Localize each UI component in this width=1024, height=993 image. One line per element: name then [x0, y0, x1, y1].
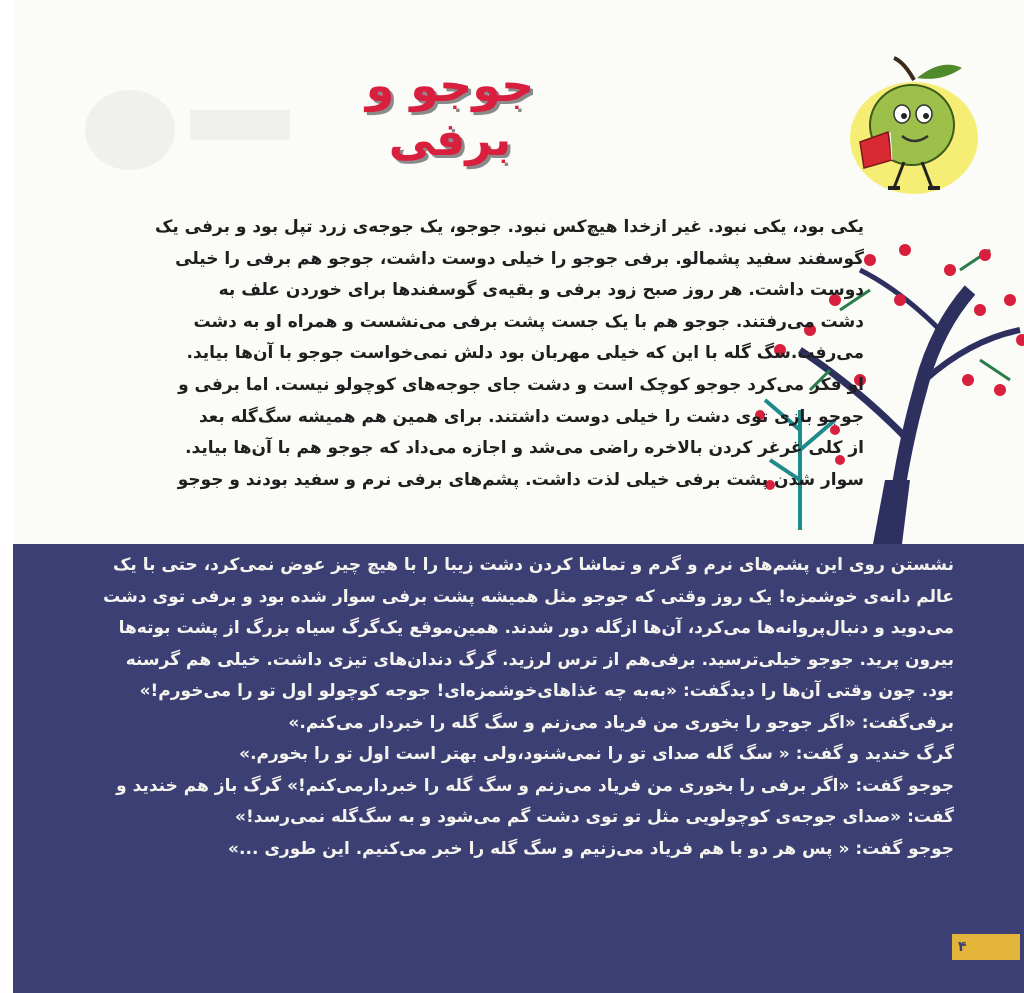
- story-line: جوجو بازی توی دشت را خیلی دوست داشتند. برای همین هم همیشه سگ‌گله بعد: [198, 406, 864, 427]
- story-text-bottom: [69, 550, 954, 865]
- story-line: برفی‌گفت: «اگر جوجو را بخوری من فریاد می‌زنم و سگ گله را خبردار می‌کنم.»: [288, 712, 954, 733]
- story-line: از کلی غرغر کردن بالاخره راضی می‌شد و اجازه می‌داد که جوجو هم با آن‌ها بیاید.: [185, 438, 864, 459]
- story-line: گوسفند سفید پشمالو. برفی جوجو را خیلی دوست داشت، جوجو هم برفی را خیلی: [175, 248, 864, 269]
- story-line: بود. چون وقتی آن‌ها را دیدگفت: «به‌به چه غذاهای‌خوشمزه‌ای! جوجه کوچولو اول تو را می‌خورم!»: [139, 681, 954, 701]
- story-line: یکی بود، یکی نبود. غیر ازخدا هیچ‌کس نبود. جوجو، یک جوجه‌ی زرد تپل بود و برفی یک: [154, 217, 864, 237]
- story-line: عالم دانه‌ی خوشمزه! یک روز وقتی که جوجو مثل همیشه پشت برفی سوار شده بود و برفی توی دشت: [103, 586, 954, 607]
- story-line: گفت: «صدای جوجه‌ی کوچولویی مثل تو توی دشت گم می‌شود و به سگ‌گله نمی‌رسد!»: [235, 807, 954, 827]
- story-line: دوست داشت. هر روز صبح زود برفی و بقیه‌ی گوسفندها برای خوردن علف به: [218, 280, 864, 301]
- page-title: جوجو و برفی: [365, 58, 535, 166]
- story-line: دشت می‌رفتند. جوجو هم با یک جست پشت برفی می‌نشست و همراه او به دشت: [193, 311, 864, 332]
- story-line: او فکر می‌کرد جوجو کوچک است و دشت جای جوجه‌های کوچولو نیست. اما برفی و: [178, 374, 864, 395]
- story-line: می‌دوید و دنبال‌پروانه‌ها می‌کرد، آن‌ها ازگله دور شدند. همین‌موقع یک‌گرگ سیاه بزرگ از پشت بوته‌ها: [118, 618, 954, 638]
- story-line: سوار شدن پشت برفی خیلی لذت داشت. پشم‌های برفی نرم و سفید بودند و جوجو: [177, 469, 864, 490]
- story-line: جوجو گفت: « پس هر دو با هم فریاد می‌زنیم و سگ گله را خبر می‌کنیم. این طوری ...»: [228, 838, 954, 859]
- apple-reading-book-icon: [842, 50, 992, 200]
- page-footer-band: [13, 962, 1024, 993]
- story-line: می‌رفت.سگ گله با این که خیلی مهربان بود دلش نمی‌خواست جوجو با آن‌ها بیاید.: [186, 343, 864, 364]
- page-number: ۴: [952, 934, 1020, 960]
- story-line: بیرون پرید. جوجو خیلی‌ترسید. برفی‌هم از ترس لرزید. گرگ دندان‌های تیزی داشت. خیلی هم گرسنه: [125, 649, 954, 670]
- story-line: نشستن روی این پشم‌های نرم و گرم و تماشا کردن دشت زیبا را با هیچ چیز عوض نمی‌کرد، حتی با یک: [113, 555, 954, 575]
- story-text-top: [49, 212, 864, 496]
- page-binding-edge: [0, 0, 13, 993]
- story-line: جوجو گفت: «اگر برفی را بخوری من فریاد می‌زنم و سگ گله را خبردارمی‌کنم!» گرگ باز هم خندید و: [116, 775, 954, 796]
- faded-background-illustration: [70, 60, 300, 200]
- story-line: گرگ خندید و گفت: « سگ گله صدای تو را نمی‌شنود،ولی بهتر است اول تو را بخورم.»: [239, 744, 954, 764]
